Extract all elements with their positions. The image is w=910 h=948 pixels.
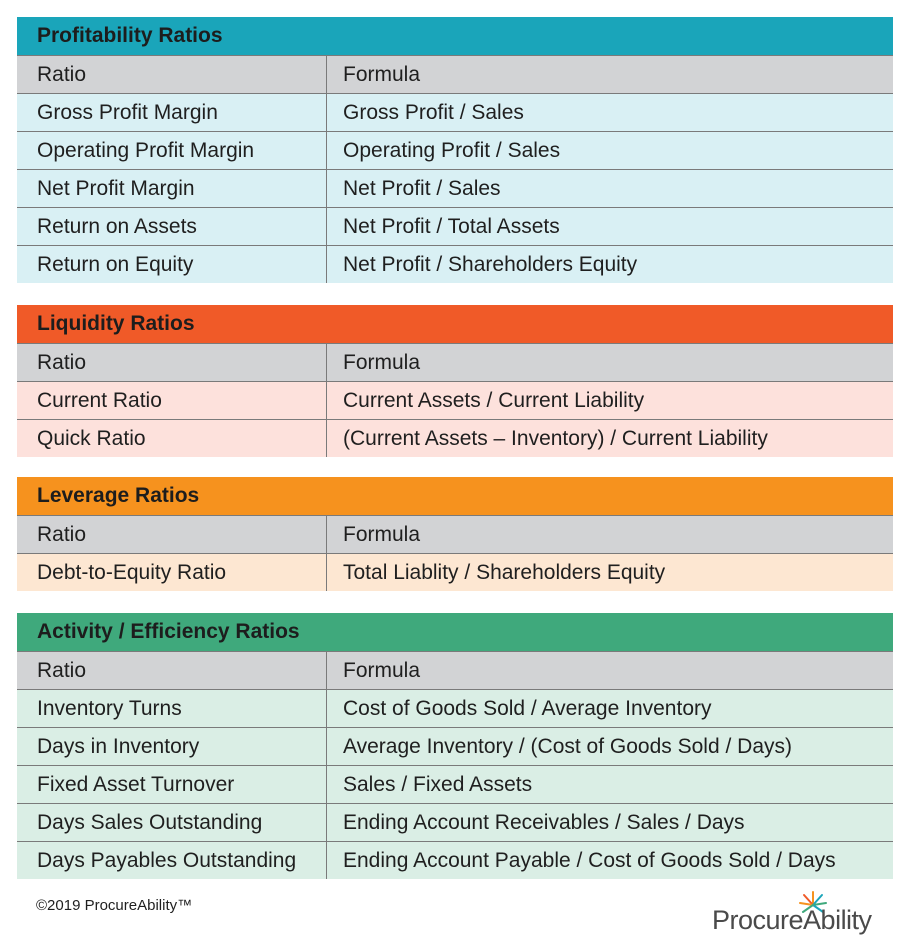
table-row bbox=[17, 207, 893, 245]
ratio-cell: Operating Profit Margin bbox=[17, 132, 327, 169]
table-row bbox=[17, 727, 893, 765]
formula-cell: Net Profit / Shareholders Equity bbox=[343, 253, 638, 276]
formula-cell: Gross Profit / Sales bbox=[343, 101, 524, 124]
column-header-formula: Formula bbox=[343, 523, 421, 546]
table-row bbox=[17, 245, 893, 283]
column-header-row bbox=[17, 651, 893, 689]
liquidity-ratios-table bbox=[17, 305, 893, 457]
ratio-cell: Quick Ratio bbox=[17, 420, 327, 457]
section-title: Activity / Efficiency Ratios bbox=[17, 613, 893, 651]
ratio-cell: Days Sales Outstanding bbox=[17, 804, 327, 841]
formula-cell: Net Profit / Total Assets bbox=[343, 215, 560, 238]
formula-cell: Net Profit / Sales bbox=[343, 177, 501, 200]
ratio-cell: Net Profit Margin bbox=[17, 170, 327, 207]
section-title: Profitability Ratios bbox=[17, 17, 893, 55]
column-header-formula: Formula bbox=[343, 351, 421, 374]
formula-cell: Cost of Goods Sold / Average Inventory bbox=[343, 697, 712, 720]
table-row bbox=[17, 765, 893, 803]
table-row bbox=[17, 169, 893, 207]
leverage-ratios-table bbox=[17, 477, 893, 591]
column-header-ratio: Ratio bbox=[17, 56, 327, 93]
ratio-cell: Current Ratio bbox=[17, 382, 327, 419]
column-header-formula: Formula bbox=[343, 63, 421, 86]
ratio-cell: Return on Equity bbox=[17, 246, 327, 283]
formula-cell: Sales / Fixed Assets bbox=[343, 773, 533, 796]
ratio-cell: Gross Profit Margin bbox=[17, 94, 327, 131]
table-row bbox=[17, 689, 893, 727]
section-title: Leverage Ratios bbox=[17, 477, 893, 515]
formula-cell: (Current Assets – Inventory) / Current Liability bbox=[343, 427, 768, 450]
column-header-row bbox=[17, 55, 893, 93]
ratio-cell: Debt-to-Equity Ratio bbox=[17, 554, 327, 591]
logo-text: ProcureAbility bbox=[712, 905, 872, 935]
ratio-cell: Return on Assets bbox=[17, 208, 327, 245]
ratio-cell: Days in Inventory bbox=[17, 728, 327, 765]
ratio-cell: Inventory Turns bbox=[17, 690, 327, 727]
section-title: Liquidity Ratios bbox=[17, 305, 893, 343]
column-header-ratio: Ratio bbox=[17, 516, 327, 553]
table-row bbox=[17, 803, 893, 841]
column-header-ratio: Ratio bbox=[17, 344, 327, 381]
ratio-cell: Fixed Asset Turnover bbox=[17, 766, 327, 803]
table-row bbox=[17, 93, 893, 131]
ratio-cell: Days Payables Outstanding bbox=[17, 842, 327, 879]
column-header-row bbox=[17, 343, 893, 381]
table-row bbox=[17, 553, 893, 591]
formula-cell: Total Liablity / Shareholders Equity bbox=[343, 561, 666, 584]
table-row bbox=[17, 381, 893, 419]
copyright-text: ©2019 ProcureAbility™ bbox=[36, 897, 193, 914]
table-row bbox=[17, 131, 893, 169]
formula-cell: Ending Account Receivables / Sales / Days bbox=[343, 811, 745, 834]
formula-cell: Average Inventory / (Cost of Goods Sold / Days) bbox=[343, 735, 792, 758]
table-row bbox=[17, 841, 893, 879]
column-header-row bbox=[17, 515, 893, 553]
profitability-ratios-table bbox=[17, 17, 893, 283]
procureability-logo bbox=[712, 890, 872, 940]
activity-efficiency-ratios-table bbox=[17, 613, 893, 879]
formula-cell: Operating Profit / Sales bbox=[343, 139, 561, 162]
table-row bbox=[17, 419, 893, 457]
column-header-formula: Formula bbox=[343, 659, 421, 682]
column-header-ratio: Ratio bbox=[17, 652, 327, 689]
formula-cell: Current Assets / Current Liability bbox=[343, 389, 645, 412]
formula-cell: Ending Account Payable / Cost of Goods Sold / Days bbox=[343, 849, 836, 872]
